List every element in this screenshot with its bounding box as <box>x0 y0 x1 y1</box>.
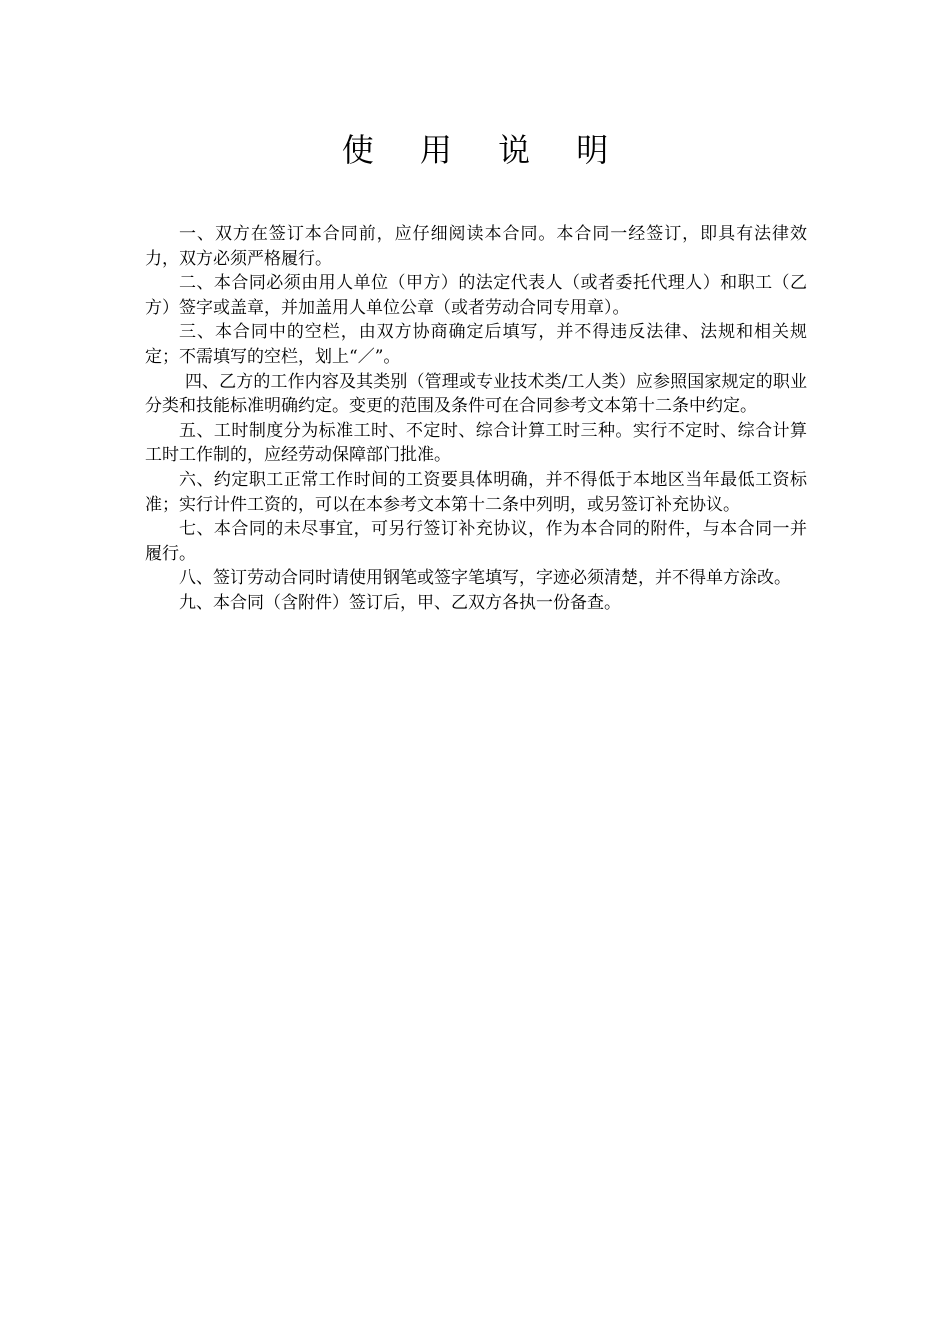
instruction-paragraph-3: 三、本合同中的空栏，由双方协商确定后填写，并不得违反法律、法规和相关规定；不需填写的空栏，划上“／”。 <box>145 322 807 367</box>
instruction-paragraph-1: 一、双方在签订本合同前，应仔细阅读本合同。本合同一经签订，即具有法律效力，双方必须严格履行。 <box>145 224 807 269</box>
instruction-paragraph-6: 六、约定职工正常工作时间的工资要具体明确，并不得低于本地区当年最低工资标准；实行计件工资的，可以在本参考文本第十二条中列明，或另签订补充协议。 <box>145 469 807 515</box>
instruction-paragraph-9: 九、本合同（含附件）签订后，甲、乙双方各执一份备查。 <box>179 592 621 613</box>
instruction-paragraph-8: 八、签订劳动合同时请使用钢笔或签字笔填写，字迹必须清楚，并不得单方涂改。 <box>179 568 791 589</box>
instruction-paragraph-5: 五、工时制度分为标准工时、不定时、综合计算工时三种。实行不定时、综合计算工时工作制的，应经劳动保障部门批准。 <box>145 420 807 466</box>
instructions-body <box>145 222 807 616</box>
instruction-paragraph-7: 七、本合同的未尽事宜，可另行签订补充协议，作为本合同的附件，与本合同一并履行。 <box>145 519 807 564</box>
instruction-paragraph-2: 二、本合同必须由用人单位（甲方）的法定代表人（或者委托代理人）和职工（乙方）签字或盖章，并加盖用人单位公章（或者劳动合同专用章）。 <box>145 273 807 318</box>
page-title: 使 用 说 明 <box>341 131 627 169</box>
instruction-paragraph-4: 四、乙方的工作内容及其类别（管理或专业技术类/工人类）应参照国家规定的职业分类和技能标准明确约定。变更的范围及条件可在合同参考文本第十二条中约定。 <box>145 371 807 417</box>
